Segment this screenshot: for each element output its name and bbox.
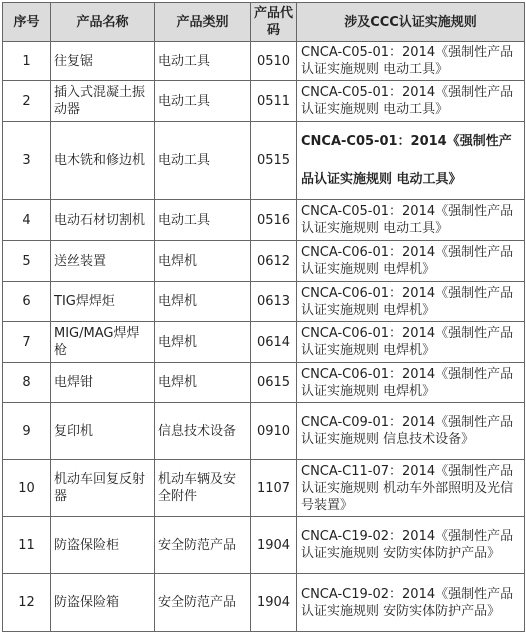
cell-code: 0510 bbox=[251, 42, 297, 81]
cell-rule: CNCA-C06-01：2014《强制性产品认证实施规则 电焊机》 bbox=[297, 322, 525, 363]
cell-category: 信息技术设备 bbox=[155, 403, 251, 460]
table-row bbox=[3, 403, 525, 460]
cell-name: 电焊钳 bbox=[51, 363, 155, 403]
cell-rule: CNCA-C19-02：2014《强制性产品认证实施规则 安防实体防护产品》 bbox=[297, 517, 525, 574]
cell-name: 防盗保险柜 bbox=[51, 517, 155, 574]
table-row bbox=[3, 574, 525, 632]
cell-code: 0615 bbox=[251, 363, 297, 403]
header-category: 产品类别 bbox=[155, 3, 251, 42]
cell-name: 防盗保险箱 bbox=[51, 574, 155, 632]
table-row bbox=[3, 122, 525, 200]
cell-name: 复印机 bbox=[51, 403, 155, 460]
cell-no: 11 bbox=[3, 517, 51, 574]
cell-no: 4 bbox=[3, 200, 51, 241]
header-name: 产品名称 bbox=[51, 3, 155, 42]
cell-no: 3 bbox=[3, 122, 51, 200]
cell-code: 0516 bbox=[251, 200, 297, 241]
table-row bbox=[3, 517, 525, 574]
cell-category: 机动车辆及安全附件 bbox=[155, 460, 251, 517]
table-row bbox=[3, 42, 525, 81]
cell-category: 安全防范产品 bbox=[155, 574, 251, 632]
cell-name: 往复锯 bbox=[51, 42, 155, 81]
cell-category: 电焊机 bbox=[155, 322, 251, 363]
cell-code: 0612 bbox=[251, 241, 297, 282]
cell-no: 7 bbox=[3, 322, 51, 363]
cell-code: 0613 bbox=[251, 282, 297, 322]
cell-no: 12 bbox=[3, 574, 51, 632]
cell-code: 0515 bbox=[251, 122, 297, 200]
table-row bbox=[3, 200, 525, 241]
cell-rule: CNCA-C05-01：2014《强制性产品认证实施规则 电动工具》 bbox=[297, 81, 525, 122]
cell-category: 电焊机 bbox=[155, 241, 251, 282]
table-row bbox=[3, 460, 525, 517]
cell-name: 插入式混凝土振动器 bbox=[51, 81, 155, 122]
table-row bbox=[3, 241, 525, 282]
header-no: 序号 bbox=[3, 3, 51, 42]
table-row bbox=[3, 322, 525, 363]
cell-rule: CNCA-C05-01：2014《强制性产品认证实施规则 电动工具》 bbox=[297, 200, 525, 241]
cell-rule: CNCA-C06-01：2014《强制性产品认证实施规则 电焊机》 bbox=[297, 282, 525, 322]
cell-no: 9 bbox=[3, 403, 51, 460]
cell-code: 1107 bbox=[251, 460, 297, 517]
cell-category: 电动工具 bbox=[155, 42, 251, 81]
cell-name: 电动石材切割机 bbox=[51, 200, 155, 241]
cell-category: 电焊机 bbox=[155, 363, 251, 403]
table-header-row bbox=[3, 3, 525, 42]
cell-rule: CNCA-C19-02：2014《强制性产品认证实施规则 安防实体防护产品》 bbox=[297, 574, 525, 632]
cell-rule: CNCA-C06-01：2014《强制性产品认证实施规则 电焊机》 bbox=[297, 363, 525, 403]
cell-no: 10 bbox=[3, 460, 51, 517]
cell-rule: CNCA-C09-01：2014《强制性产品认证实施规则 信息技术设备》 bbox=[297, 403, 525, 460]
cell-name: TIG焊焊炬 bbox=[51, 282, 155, 322]
cell-code: 0614 bbox=[251, 322, 297, 363]
cell-name: 电木铣和修边机 bbox=[51, 122, 155, 200]
cell-code: 1904 bbox=[251, 574, 297, 632]
header-code: 产品代码 bbox=[251, 3, 297, 42]
cell-code: 0910 bbox=[251, 403, 297, 460]
cell-category: 电动工具 bbox=[155, 81, 251, 122]
table-row bbox=[3, 81, 525, 122]
cell-no: 8 bbox=[3, 363, 51, 403]
cell-no: 5 bbox=[3, 241, 51, 282]
cell-rule: CNCA-C06-01：2014《强制性产品认证实施规则 电焊机》 bbox=[297, 241, 525, 282]
cell-name: 机动车回复反射器 bbox=[51, 460, 155, 517]
cell-rule: CNCA-C11-07：2014《强制性产品认证实施规则 机动车外部照明及光信号装置》 bbox=[297, 460, 525, 517]
header-rule: 涉及CCC认证实施规则 bbox=[297, 3, 525, 42]
cell-category: 电动工具 bbox=[155, 200, 251, 241]
cell-no: 1 bbox=[3, 42, 51, 81]
cell-category: 电焊机 bbox=[155, 282, 251, 322]
cell-code: 0511 bbox=[251, 81, 297, 122]
cell-no: 6 bbox=[3, 282, 51, 322]
cell-name: 送丝装置 bbox=[51, 241, 155, 282]
cell-code: 1904 bbox=[251, 517, 297, 574]
cell-category: 安全防范产品 bbox=[155, 517, 251, 574]
cell-rule: CNCA-C05-01：2014《强制性产品认证实施规则 电动工具》 bbox=[297, 42, 525, 81]
cell-category: 电动工具 bbox=[155, 122, 251, 200]
ccc-product-table bbox=[2, 2, 525, 632]
table-row bbox=[3, 282, 525, 322]
table-row bbox=[3, 363, 525, 403]
cell-rule-text: CNCA-C05-01：2014《强制性产品认证实施规则 电动工具》 bbox=[301, 133, 512, 187]
cell-no: 2 bbox=[3, 81, 51, 122]
cell-name: MIG/MAG焊焊枪 bbox=[51, 322, 155, 363]
cell-rule bbox=[297, 122, 525, 200]
